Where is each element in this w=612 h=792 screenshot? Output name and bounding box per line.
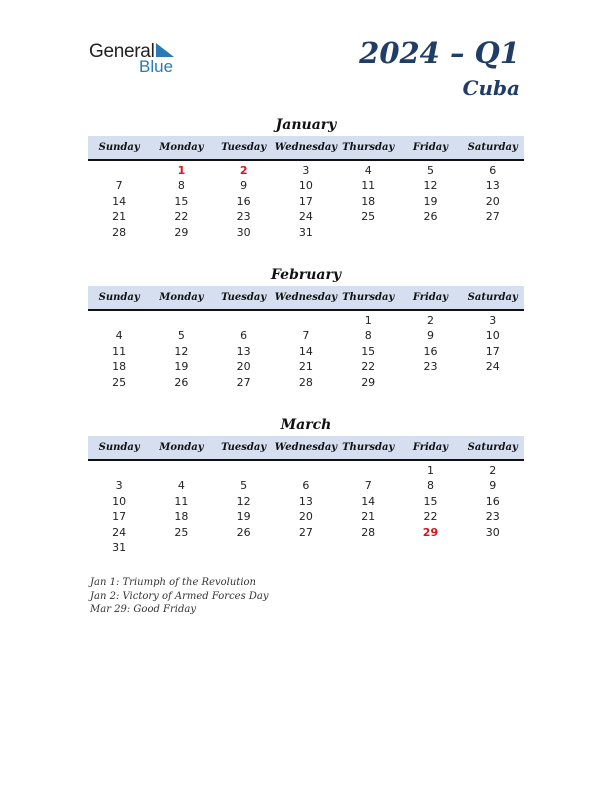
day-cell: 18: [174, 510, 189, 524]
day-cell: 12: [174, 344, 189, 358]
week-row: [88, 194, 524, 209]
weekday-header: Friday: [412, 442, 449, 453]
day-cell: 12: [236, 494, 251, 508]
day-cell: 29: [422, 525, 439, 539]
day-cell: 5: [240, 479, 248, 493]
day-cell: 24: [298, 210, 313, 224]
month-name: February: [270, 267, 341, 283]
day-cell: 1: [177, 164, 186, 177]
weekday-header: Wednesday: [274, 292, 338, 303]
week-row: [88, 525, 524, 540]
weekday-header: Thursday: [342, 142, 395, 153]
day-cell: 25: [361, 210, 376, 224]
day-cell: 8: [364, 329, 372, 343]
day-cell: [337, 463, 399, 478]
day-cell: [88, 313, 150, 328]
country-name: Cuba: [462, 76, 520, 100]
day-cell: 7: [115, 179, 123, 193]
day-cell: 6: [489, 164, 497, 177]
day-cell: 4: [177, 479, 185, 493]
logo-flag-icon: [156, 43, 174, 57]
day-cell: 8: [426, 479, 434, 493]
day-cell: 9: [426, 329, 434, 343]
day-cell: 26: [423, 210, 438, 224]
day-cell: 22: [361, 360, 376, 374]
day-cell: [213, 540, 275, 555]
week-row: [88, 375, 524, 390]
day-cell: 15: [361, 344, 376, 358]
weekday-header: Wednesday: [274, 142, 338, 153]
holiday-notes: [90, 576, 269, 617]
day-cell: 9: [240, 179, 248, 193]
holiday-note: Jan 1: Triumph of the Revolution: [90, 577, 256, 588]
day-cell: [399, 375, 461, 390]
day-cell: 21: [112, 210, 127, 224]
week-row: [88, 359, 524, 374]
week-row: [88, 163, 524, 178]
day-cell: [399, 540, 461, 555]
day-cell: 17: [298, 194, 313, 208]
day-cell: 27: [236, 375, 251, 389]
weekday-header: Sunday: [98, 142, 140, 153]
week-row: [88, 344, 524, 359]
day-cell: 17: [112, 510, 127, 524]
weekday-header-row: [88, 286, 524, 311]
weekday-header: Tuesday: [221, 292, 267, 303]
day-cell: 10: [298, 179, 313, 193]
day-cell: [399, 225, 461, 240]
week-row: [88, 494, 524, 509]
day-cell: 26: [174, 375, 189, 389]
day-cell: 29: [361, 375, 376, 389]
weekday-header: Monday: [159, 142, 204, 153]
logo-general-text: General: [89, 41, 155, 62]
day-cell: 28: [361, 525, 376, 539]
day-cell: 18: [361, 194, 376, 208]
day-cell: 29: [174, 225, 189, 239]
day-cell: [213, 313, 275, 328]
day-cell: 16: [485, 494, 500, 508]
weekday-header: Sunday: [98, 292, 140, 303]
day-cell: 15: [423, 494, 438, 508]
day-cell: 31: [298, 225, 313, 239]
day-cell: [150, 463, 212, 478]
weekday-header-row: [88, 136, 524, 161]
holiday-note: Jan 2: Victory of Armed Forces Day: [90, 590, 269, 602]
day-cell: 21: [298, 360, 313, 374]
day-cell: 26: [236, 525, 251, 539]
day-cell: 17: [485, 344, 500, 358]
day-cell: 20: [236, 360, 251, 374]
day-cell: 30: [485, 525, 500, 539]
weekday-header: Wednesday: [274, 442, 338, 453]
day-cell: 5: [426, 164, 434, 177]
day-cell: 2: [489, 464, 497, 477]
day-cell: 13: [298, 494, 313, 508]
week-row: [88, 463, 524, 478]
day-cell: 7: [302, 329, 310, 343]
day-cell: 1: [364, 314, 372, 327]
day-cell: [462, 375, 524, 390]
day-cell: [150, 540, 212, 555]
week-row: [88, 478, 524, 493]
day-cell: 3: [115, 479, 123, 493]
day-cell: 4: [364, 164, 372, 177]
day-cell: 16: [236, 194, 251, 208]
day-cell: 27: [298, 525, 313, 539]
day-cell: 31: [112, 541, 127, 554]
day-cell: 20: [485, 194, 500, 208]
day-cell: [462, 225, 524, 240]
month-name: March: [280, 417, 332, 433]
week-row: [88, 540, 524, 555]
day-cell: [213, 463, 275, 478]
day-cell: 11: [174, 494, 189, 508]
weekday-header: Monday: [159, 442, 204, 453]
day-cell: [88, 463, 150, 478]
day-cell: 6: [302, 479, 310, 493]
day-cell: 28: [112, 225, 127, 239]
day-cell: 5: [177, 329, 185, 343]
day-cell: 13: [236, 344, 251, 358]
day-cell: 8: [177, 179, 185, 193]
day-cell: 19: [174, 360, 189, 374]
weekday-header: Saturday: [467, 142, 518, 153]
day-cell: [275, 540, 337, 555]
day-cell: 20: [298, 510, 313, 524]
day-cell: 24: [485, 360, 500, 374]
day-cell: [150, 313, 212, 328]
day-cell: 16: [423, 344, 438, 358]
weekday-header: Tuesday: [221, 442, 267, 453]
day-cell: [275, 463, 337, 478]
day-cell: 23: [236, 210, 251, 224]
weekday-header: Monday: [159, 292, 204, 303]
week-row: [88, 313, 524, 328]
day-cell: 22: [423, 510, 438, 524]
day-cell: 19: [236, 510, 251, 524]
day-cell: [337, 540, 399, 555]
day-cell: 28: [298, 375, 313, 389]
logo-blue-text: Blue: [139, 57, 174, 76]
day-cell: 25: [112, 375, 127, 389]
day-cell: 24: [112, 525, 127, 539]
day-cell: 19: [423, 194, 438, 208]
day-cell: 25: [174, 525, 189, 539]
day-cell: 11: [112, 344, 127, 358]
day-cell: 13: [485, 179, 500, 193]
week-row: [88, 178, 524, 193]
day-cell: 22: [174, 210, 189, 224]
generalblue-logo: [89, 40, 189, 80]
day-cell: [337, 225, 399, 240]
day-cell: 23: [485, 510, 500, 524]
month-name: January: [275, 117, 337, 133]
day-cell: 10: [485, 329, 500, 343]
page-title: 2024 – Q1: [359, 36, 520, 70]
weekday-header: Tuesday: [221, 142, 267, 153]
day-cell: 2: [239, 164, 248, 177]
day-cell: 2: [426, 314, 434, 327]
day-cell: 23: [423, 360, 438, 374]
day-cell: 11: [361, 179, 376, 193]
week-row: [88, 225, 524, 240]
day-cell: 15: [174, 194, 189, 208]
day-cell: 14: [298, 344, 313, 358]
day-cell: 6: [240, 329, 248, 343]
day-cell: [275, 313, 337, 328]
holiday-note: Mar 29: Good Friday: [90, 604, 196, 615]
day-cell: 1: [426, 464, 434, 477]
weekday-header-row: [88, 436, 524, 461]
day-cell: 3: [489, 314, 497, 327]
day-cell: 27: [485, 210, 500, 224]
day-cell: 4: [115, 329, 123, 343]
day-cell: [462, 540, 524, 555]
weekday-header: Saturday: [467, 442, 518, 453]
week-row: [88, 209, 524, 224]
week-row: [88, 328, 524, 343]
day-cell: 12: [423, 179, 438, 193]
weekday-header: Thursday: [342, 442, 395, 453]
day-cell: 14: [112, 194, 127, 208]
day-cell: 21: [361, 510, 376, 524]
day-cell: 7: [364, 479, 372, 493]
day-cell: 14: [361, 494, 376, 508]
weekday-header: Friday: [412, 142, 449, 153]
day-cell: 3: [302, 164, 310, 177]
weekday-header: Saturday: [467, 292, 518, 303]
weekday-header: Sunday: [98, 442, 140, 453]
day-cell: 30: [236, 225, 251, 239]
day-cell: 18: [112, 360, 127, 374]
weekday-header: Friday: [412, 292, 449, 303]
day-cell: 10: [112, 494, 127, 508]
week-row: [88, 509, 524, 524]
day-cell: [88, 163, 150, 178]
weekday-header: Thursday: [342, 292, 395, 303]
day-cell: 9: [489, 479, 497, 493]
